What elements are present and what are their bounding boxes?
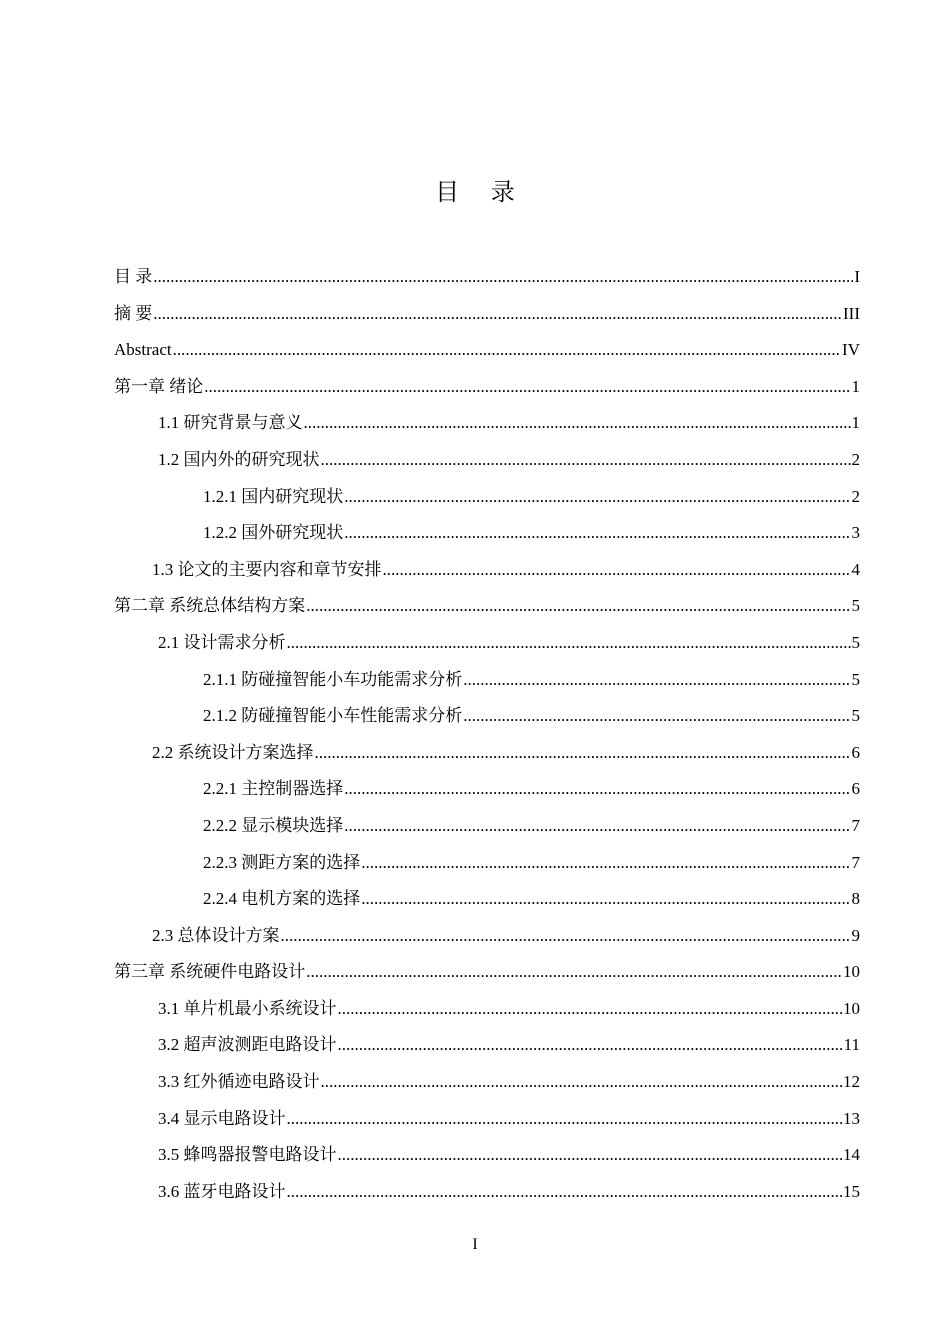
toc-entry-page: 14 bbox=[843, 1145, 860, 1165]
toc-entry-title: 摘 要 bbox=[114, 303, 153, 323]
toc-entry-title: Abstract bbox=[114, 340, 172, 360]
toc-entry-title: 1.2 国内外的研究现状 bbox=[158, 449, 320, 469]
toc-entry[interactable] bbox=[114, 808, 860, 845]
toc-leader bbox=[173, 332, 841, 369]
toc-entry[interactable] bbox=[114, 296, 860, 333]
table-of-contents bbox=[114, 259, 860, 1210]
toc-leader bbox=[344, 479, 850, 516]
toc-leader bbox=[153, 259, 853, 296]
toc-entry-page: 4 bbox=[851, 559, 860, 579]
toc-entry-title: 3.5 蜂鸣器报警电路设计 bbox=[158, 1145, 337, 1165]
toc-entry-page: 13 bbox=[843, 1108, 860, 1128]
toc-entry-page: 2 bbox=[851, 486, 860, 506]
toc-entry[interactable] bbox=[114, 625, 860, 662]
toc-entry-page: III bbox=[843, 303, 860, 323]
toc-entry-page: 11 bbox=[843, 1035, 860, 1055]
toc-entry-page: IV bbox=[842, 340, 860, 360]
toc-leader bbox=[338, 991, 843, 1028]
toc-entry-page: 7 bbox=[851, 815, 860, 835]
toc-leader bbox=[361, 845, 850, 882]
toc-entry[interactable] bbox=[114, 259, 860, 296]
toc-entry[interactable] bbox=[114, 991, 860, 1028]
toc-entry[interactable] bbox=[114, 918, 860, 955]
toc-leader bbox=[281, 918, 851, 955]
toc-entry[interactable] bbox=[114, 1027, 860, 1064]
toc-entry-title: 2.2.2 显示模块选择 bbox=[203, 815, 344, 835]
toc-entry-title: 1.2.1 国内研究现状 bbox=[203, 486, 344, 506]
toc-entry[interactable] bbox=[114, 588, 860, 625]
toc-entry-title: 3.3 红外循迹电路设计 bbox=[158, 1072, 320, 1092]
toc-entry-page: 6 bbox=[851, 742, 860, 762]
toc-leader bbox=[463, 662, 850, 699]
toc-entry-title: 2.2 系统设计方案选择 bbox=[152, 742, 314, 762]
toc-entry-title: 1.3 论文的主要内容和章节安排 bbox=[152, 559, 382, 579]
toc-entry[interactable] bbox=[114, 552, 860, 589]
toc-entry-page: I bbox=[854, 267, 860, 286]
toc-leader bbox=[153, 296, 842, 333]
toc-leader bbox=[304, 405, 851, 442]
toc-entry-title: 3.6 蓝牙电路设计 bbox=[158, 1181, 286, 1201]
toc-entry-title: 2.3 总体设计方案 bbox=[152, 925, 280, 945]
toc-entry-title: 1.1 研究背景与意义 bbox=[158, 413, 303, 433]
toc-entry-page: 2 bbox=[851, 449, 860, 469]
toc-leader bbox=[315, 735, 851, 772]
toc-entry-title: 2.2.3 测距方案的选择 bbox=[203, 852, 361, 872]
toc-entry[interactable] bbox=[114, 1137, 860, 1174]
toc-leader bbox=[344, 771, 850, 808]
toc-entry-page: 10 bbox=[843, 962, 860, 982]
toc-entry-title: 2.1 设计需求分析 bbox=[158, 632, 286, 652]
toc-entry[interactable] bbox=[114, 845, 860, 882]
toc-entry[interactable] bbox=[114, 1101, 860, 1138]
toc-leader bbox=[287, 1101, 843, 1138]
toc-leader bbox=[383, 552, 851, 589]
toc-entry[interactable] bbox=[114, 479, 860, 516]
toc-entry[interactable] bbox=[114, 954, 860, 991]
toc-entry-title: 3.1 单片机最小系统设计 bbox=[158, 998, 337, 1018]
toc-entry[interactable] bbox=[114, 735, 860, 772]
toc-entry[interactable] bbox=[114, 515, 860, 552]
toc-entry-page: 5 bbox=[851, 632, 860, 652]
toc-entry[interactable] bbox=[114, 771, 860, 808]
toc-entry-page: 6 bbox=[851, 779, 860, 799]
toc-entry-page: 3 bbox=[851, 523, 860, 543]
toc-entry-page: 10 bbox=[843, 998, 860, 1018]
toc-entry-page: 5 bbox=[851, 669, 860, 689]
toc-leader bbox=[287, 1174, 843, 1211]
toc-entry[interactable] bbox=[114, 881, 860, 918]
page-number: I bbox=[472, 1236, 478, 1253]
toc-leader bbox=[287, 625, 851, 662]
toc-leader bbox=[463, 698, 850, 735]
toc-entry-title: 2.1.2 防碰撞智能小车性能需求分析 bbox=[203, 706, 463, 726]
toc-entry-title: 第一章 绪论 bbox=[114, 376, 204, 396]
toc-entry-page: 5 bbox=[851, 706, 860, 726]
toc-entry-page: 15 bbox=[843, 1181, 860, 1201]
toc-leader bbox=[344, 808, 850, 845]
toc-entry[interactable] bbox=[114, 1174, 860, 1211]
toc-leader bbox=[204, 369, 850, 406]
toc-entry-title: 2.2.4 电机方案的选择 bbox=[203, 889, 361, 909]
toc-leader bbox=[306, 588, 850, 625]
toc-entry-page: 1 bbox=[851, 413, 860, 433]
toc-entry-page: 7 bbox=[851, 852, 860, 872]
toc-entry[interactable] bbox=[114, 442, 860, 479]
toc-leader bbox=[344, 515, 850, 552]
toc-entry-page: 5 bbox=[851, 596, 860, 616]
toc-entry-title: 2.1.1 防碰撞智能小车功能需求分析 bbox=[203, 669, 463, 689]
toc-entry[interactable] bbox=[114, 662, 860, 699]
toc-entry-page: 12 bbox=[843, 1072, 860, 1092]
toc-entry-title: 目 录 bbox=[114, 267, 153, 286]
toc-entry-title: 1.2.2 国外研究现状 bbox=[203, 523, 344, 543]
page-title: 目 录 bbox=[435, 178, 527, 206]
toc-entry-title: 3.4 显示电路设计 bbox=[158, 1108, 286, 1128]
toc-entry-page: 9 bbox=[851, 925, 860, 945]
toc-entry-title: 2.2.1 主控制器选择 bbox=[203, 779, 344, 799]
toc-entry-title: 第三章 系统硬件电路设计 bbox=[114, 962, 306, 982]
toc-entry-page: 8 bbox=[851, 889, 860, 909]
toc-leader bbox=[338, 1137, 843, 1174]
toc-entry-title: 3.2 超声波测距电路设计 bbox=[158, 1035, 337, 1055]
toc-entry[interactable] bbox=[114, 369, 860, 406]
toc-leader bbox=[321, 442, 851, 479]
toc-leader bbox=[306, 954, 842, 991]
toc-entry-title: 第二章 系统总体结构方案 bbox=[114, 596, 306, 616]
toc-entry[interactable] bbox=[114, 332, 860, 369]
toc-entry[interactable] bbox=[114, 405, 860, 442]
toc-leader bbox=[338, 1027, 843, 1064]
toc-leader bbox=[321, 1064, 843, 1101]
toc-entry-page: 1 bbox=[851, 376, 860, 396]
toc-entry[interactable] bbox=[114, 698, 860, 735]
toc-entry[interactable] bbox=[114, 1064, 860, 1101]
toc-leader bbox=[361, 881, 850, 918]
